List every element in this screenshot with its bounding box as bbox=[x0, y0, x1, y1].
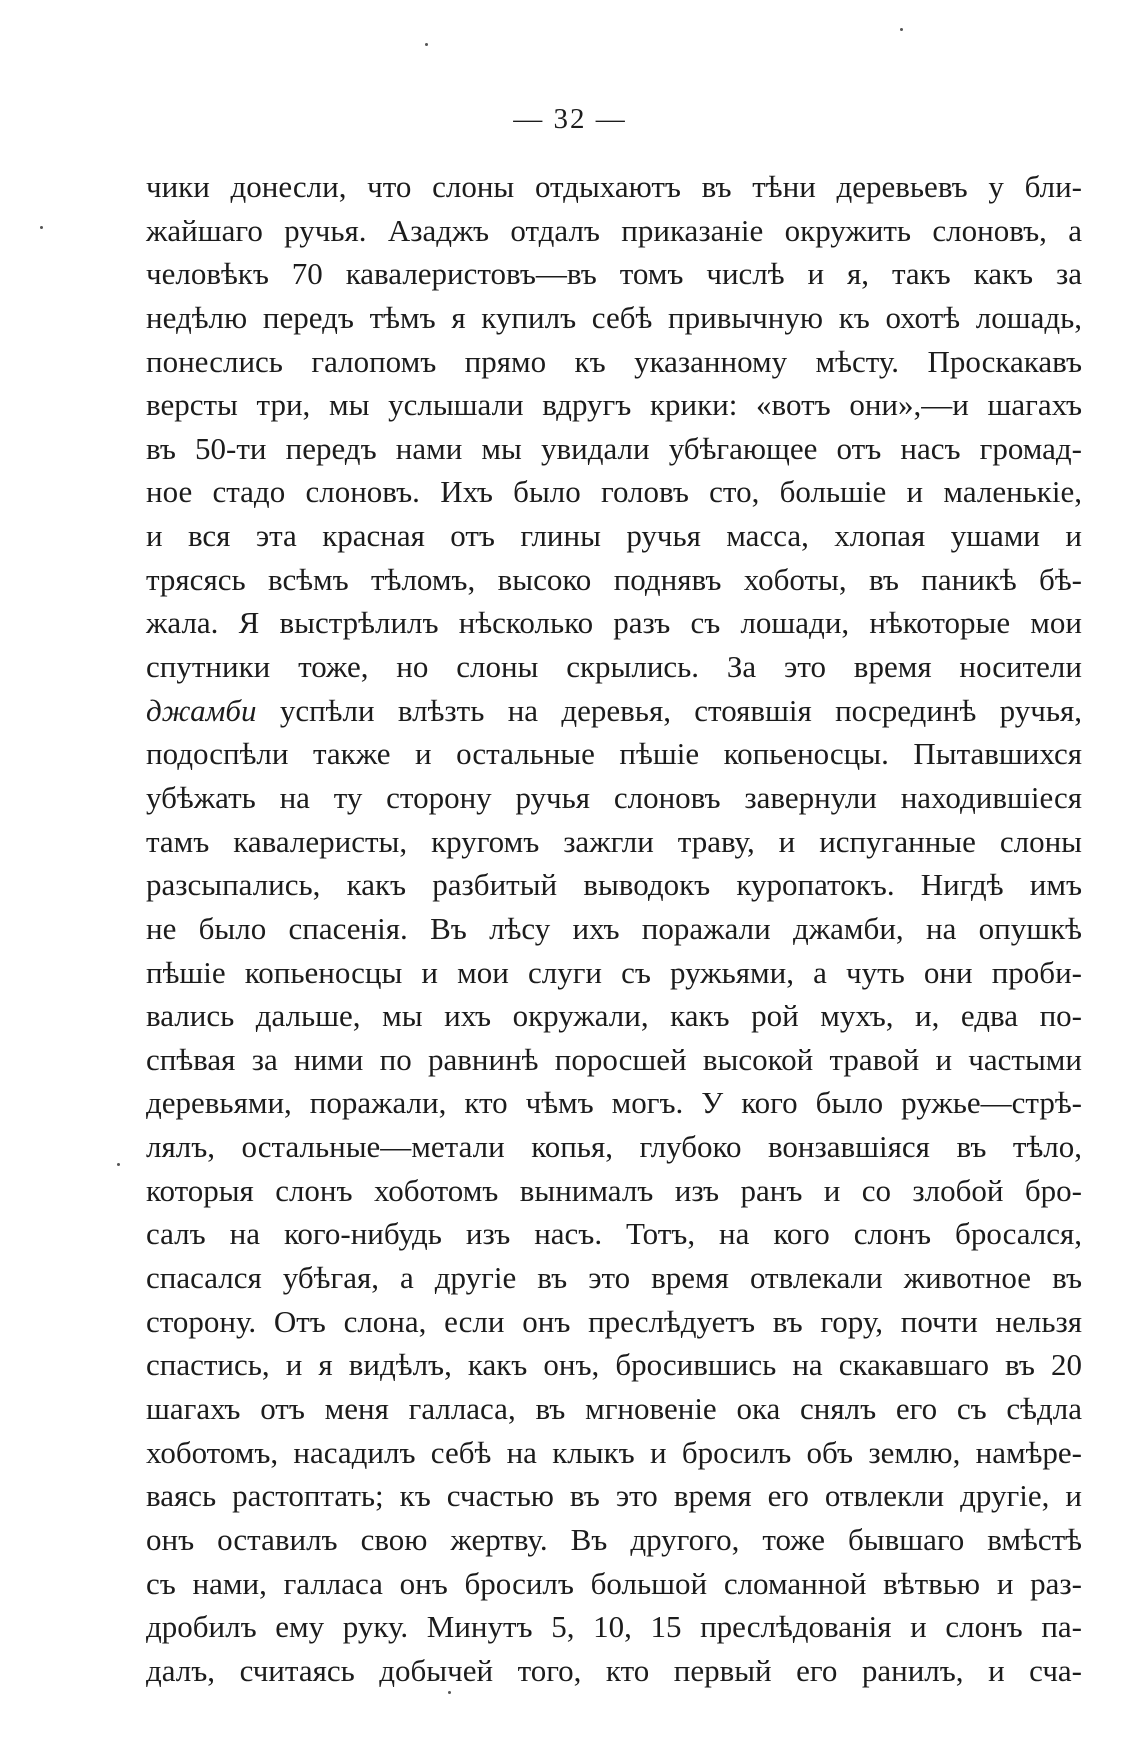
text-line: дробилъ ему руку. Минутъ 5, 10, 15 преслѣдованія и слонъ па- bbox=[146, 1609, 1082, 1645]
text-line: ное стадо слоновъ. Ихъ было головъ сто, большіе и маленькіе, bbox=[146, 474, 1082, 510]
text-line: человѣкъ 70 кавалеристовъ—въ томъ числѣ и я, такъ какъ за bbox=[146, 256, 1082, 292]
text-line: лялъ, остальные—метали копья, глубоко вонзавшіяся въ тѣло, bbox=[146, 1129, 1082, 1165]
text-line: недѣлю передъ тѣмъ я купилъ себѣ привычную къ охотѣ лошадь, bbox=[146, 299, 1082, 335]
text-line: разсыпались, какъ разбитый выводокъ куропатокъ. Нигдѣ имъ bbox=[146, 867, 1082, 903]
text-line: хоботомъ, насадилъ себѣ на клыкъ и бросилъ объ землю, намѣре- bbox=[146, 1434, 1082, 1470]
text-line: спѣвая за ними по равнинѣ поросшей высокой травой и частыми bbox=[146, 1041, 1082, 1077]
text-line: жала. Я выстрѣлилъ нѣсколько разъ съ лошади, нѣкоторые мои bbox=[146, 605, 1082, 641]
text-line: сторону. Отъ слона, если онъ преслѣдуетъ въ гору, почти нельзя bbox=[146, 1303, 1082, 1339]
paper-speck bbox=[117, 1163, 120, 1166]
text-line: подоспѣли также и остальные пѣшіе копьеносцы. Пытавшихся bbox=[146, 736, 1082, 772]
line-text: успѣли влѣзть на деревья, стоявшія посрединѣ ручья, bbox=[256, 692, 1082, 728]
text-line: спасался убѣгая, а другіе въ это время отвлекали животное въ bbox=[146, 1260, 1082, 1296]
text-line: не было спасенія. Въ лѣсу ихъ поражали джамби, на опушкѣ bbox=[146, 910, 1082, 946]
text-line: версты три, мы услышали вдругъ крики: «вотъ они»,—и шагахъ bbox=[146, 387, 1082, 423]
text-line: трясясь всѣмъ тѣломъ, высоко поднявъ хоботы, въ паникѣ бѣ- bbox=[146, 561, 1082, 597]
text-line: спастись, и я видѣлъ, какъ онъ, бросившись на скакавшаго въ 20 bbox=[146, 1347, 1082, 1383]
text-line: въ 50-ти передъ нами мы увидали убѣгающее отъ насъ громад- bbox=[146, 430, 1082, 466]
body-text bbox=[146, 165, 1082, 1692]
text-line: деревьями, поражали, кто чѣмъ могъ. У кого было ружье—стрѣ- bbox=[146, 1085, 1082, 1121]
text-line: чики донесли, что слоны отдыхаютъ въ тѣни деревьевъ у бли- bbox=[146, 169, 1082, 204]
text-line: спутники тоже, но слоны скрылись. За это время носители bbox=[146, 649, 1082, 685]
text-line bbox=[146, 689, 1082, 733]
text-line: пѣшіе копьеносцы и мои слуги съ ружьями, а чуть они проби- bbox=[146, 954, 1082, 990]
text-line: тамъ кавалеристы, кругомъ зажгли траву, и испуганные слоны bbox=[146, 823, 1082, 859]
text-line: ваясь растоптать; къ счастью въ это время его отвлекли другіе, и bbox=[146, 1478, 1082, 1514]
text-line: которыя слонъ хоботомъ вынималъ изъ ранъ и со злобой бро- bbox=[146, 1172, 1082, 1208]
text-line: убѣжать на ту сторону ручья слоновъ завернули находившіеся bbox=[146, 779, 1082, 815]
text-line: салъ на кого-нибудь изъ насъ. Тотъ, на кого слонъ бросался, bbox=[146, 1216, 1082, 1252]
text-line: шагахъ отъ меня галласа, въ мгновеніе ока снялъ его съ сѣдла bbox=[146, 1390, 1082, 1426]
text-line: понеслись галопомъ прямо къ указанному мѣсту. Проскакавъ bbox=[146, 343, 1082, 379]
paper-speck bbox=[425, 43, 428, 46]
text-line: жайшаго ручья. Азаджъ отдалъ приказаніе окружить слоновъ, а bbox=[146, 212, 1082, 248]
paper-speck bbox=[900, 28, 903, 31]
text-line: онъ оставилъ свою жертву. Въ другого, тоже бывшаго вмѣстѣ bbox=[146, 1521, 1082, 1557]
text-line: далъ, считаясь добычей того, кто первый его ранилъ, и сча- bbox=[146, 1652, 1082, 1688]
page-number: — 32 — bbox=[513, 103, 627, 135]
text-line: вались дальше, мы ихъ окружали, какъ рой мухъ, и, едва по- bbox=[146, 998, 1082, 1034]
italic-term: джамби bbox=[146, 692, 257, 728]
text-line: и вся эта красная отъ глины ручья масса, хлопая ушами и bbox=[146, 518, 1082, 554]
paper-speck bbox=[40, 226, 43, 229]
text-line: съ нами, галласа онъ бросилъ большой сломанной вѣтвью и раз- bbox=[146, 1565, 1082, 1601]
